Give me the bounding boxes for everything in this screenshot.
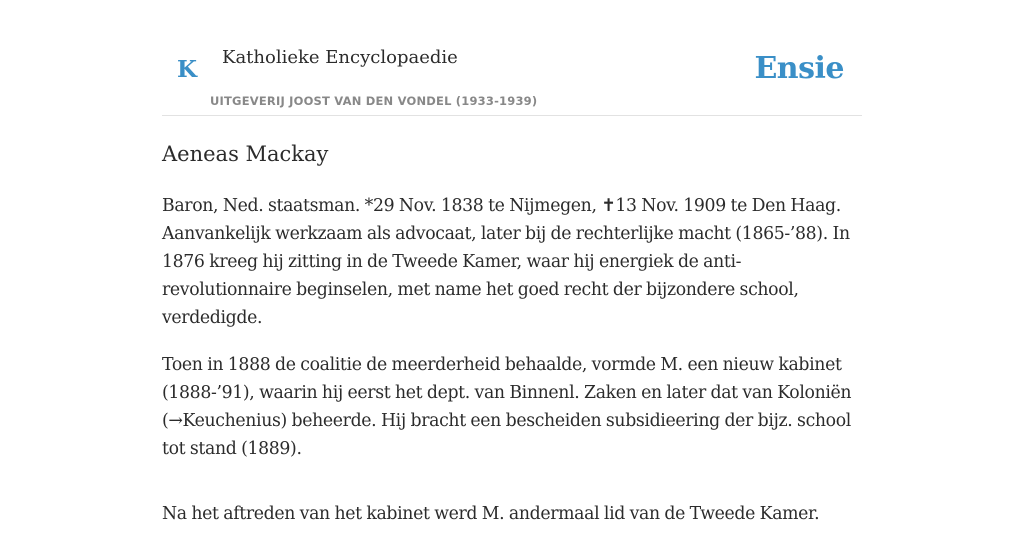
- article-paragraph: Baron, Ned. staatsman. *29 Nov. 1838 te Nijmegen, ✝13 Nov. 1909 te Den Haag. Aanvankelijk werkzaam als advocaat, later bij de rechterlijke macht (1865-’88). In 1876 kreeg hij zitting in de Tweede Kamer, waar hij energiek de anti-revolutionnaire beginselen, met name het goed recht der bijzondere school, verdedigde.: [162, 196, 850, 328]
- article-paragraph: Toen in 1888 de coalitie de meerderheid behaalde, vormde M. een nieuw kabinet (1888-’91), waarin hij eerst het dept. van Binnenl. Zaken en later dat van Koloniën (→Keuchenius) beheerde. Hij bracht een bescheiden subsidieering der bijz. school tot stand (1889).: [162, 355, 852, 459]
- page: [162, 0, 862, 524]
- site-header: [162, 0, 862, 116]
- site-logo[interactable]: K: [177, 56, 197, 83]
- article-title: Aeneas Mackay: [162, 142, 329, 166]
- site-title[interactable]: Katholieke Encyclopaedie: [222, 47, 458, 68]
- brand-logo-link[interactable]: Ensie: [754, 51, 844, 86]
- article-body: [162, 192, 862, 547]
- article-paragraph: Na het aftreden van het kabinet werd M. andermaal lid van de Tweede Kamer.: [162, 504, 820, 524]
- site-subtitle: UITGEVERIJ JOOST VAN DEN VONDEL (1933-1939): [210, 94, 538, 108]
